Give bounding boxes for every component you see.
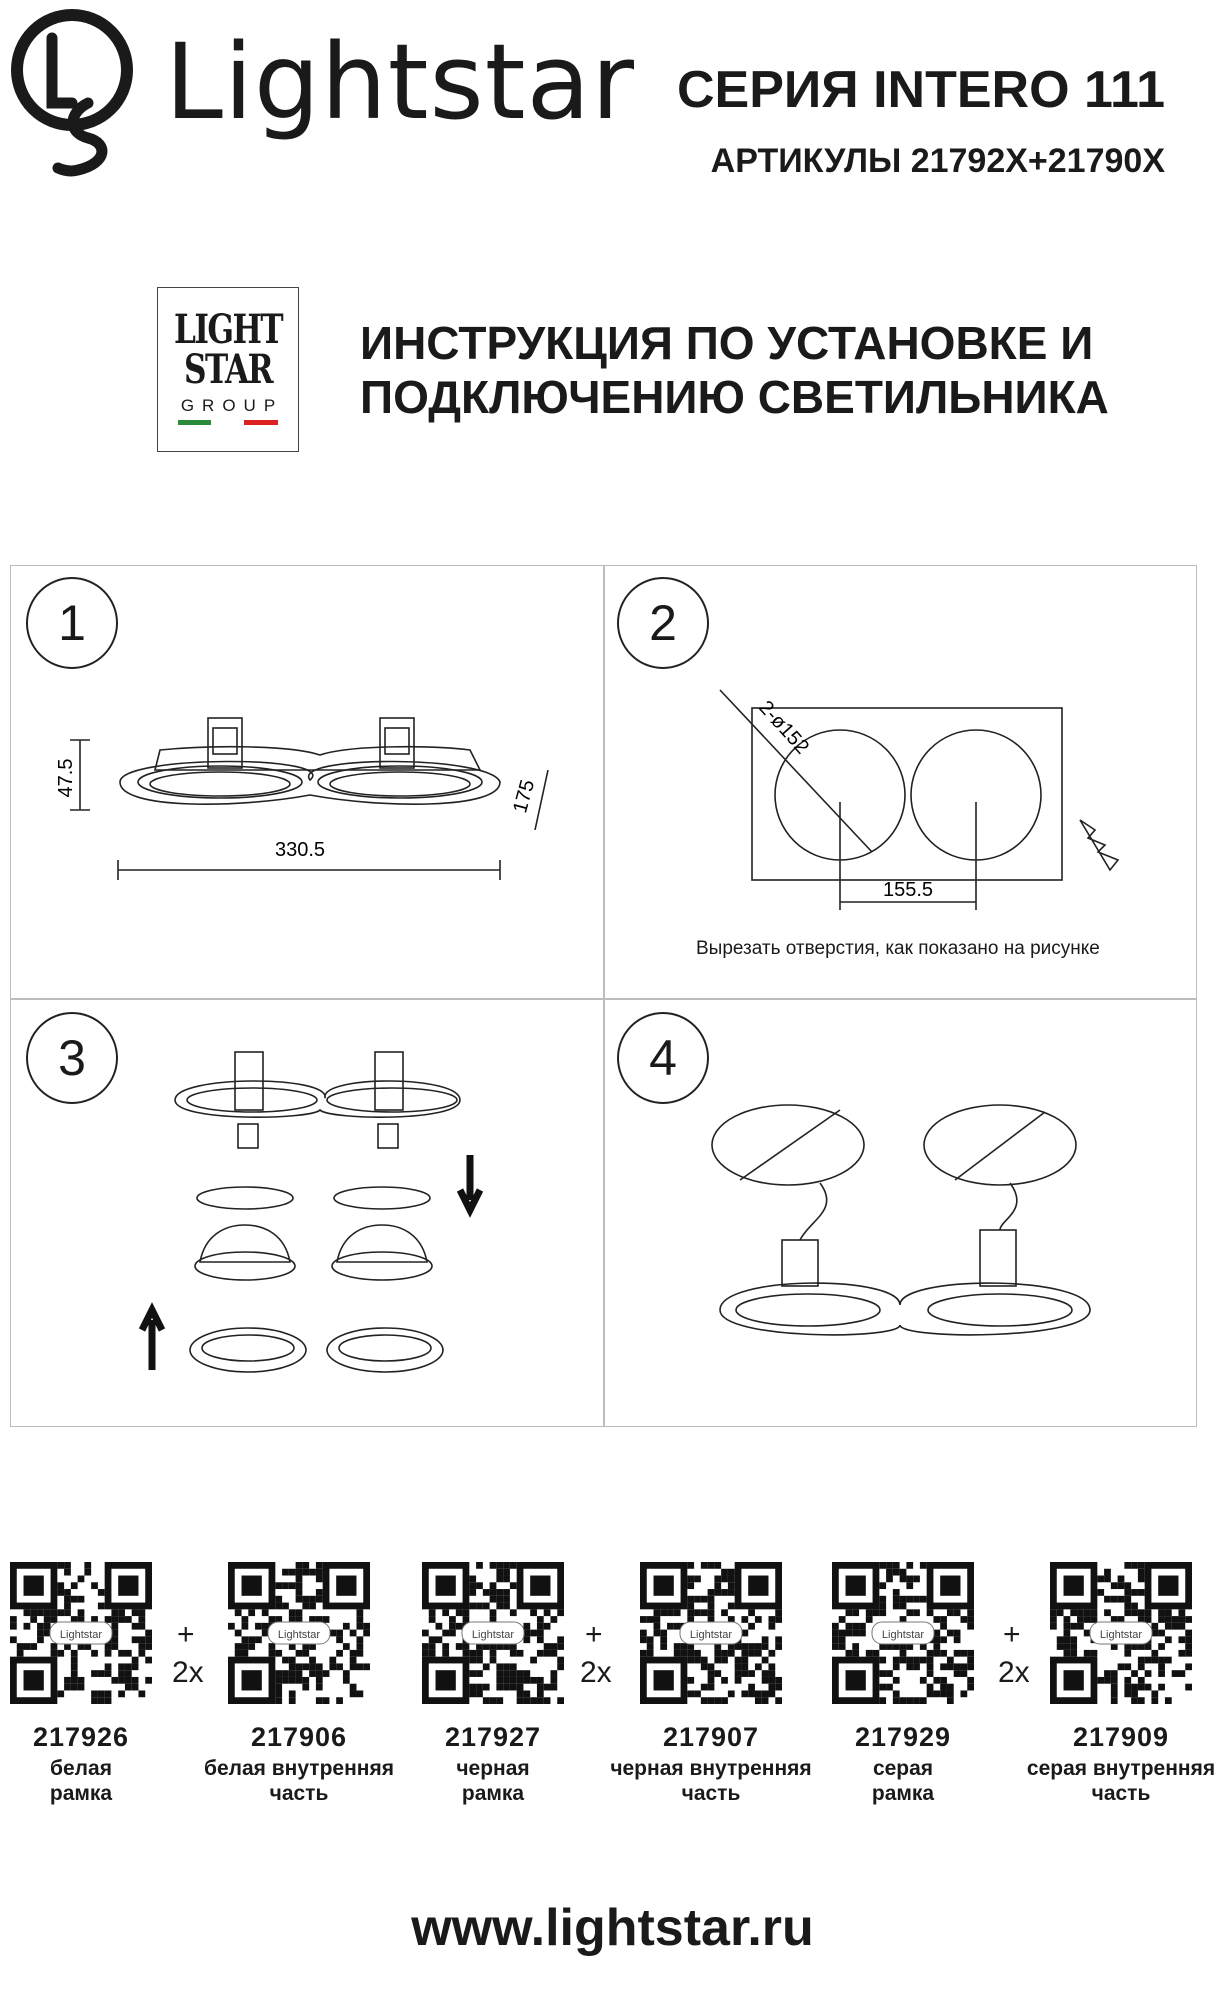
qr-code-217906[interactable] <box>228 1562 370 1704</box>
product-desc-line1: черная внутренняя <box>610 1757 812 1780</box>
product-description <box>383 1756 603 1806</box>
logo-line3: GROUP <box>180 396 284 415</box>
product-desc-line2: рамка <box>49 1782 113 1805</box>
step-4-drawing <box>700 1100 1120 1360</box>
product-desc-line2: рамка <box>871 1782 935 1805</box>
website-url[interactable]: www.lightstar.ru <box>411 1899 814 1957</box>
product-code: 217906 <box>250 1722 348 1752</box>
qr-code-217929[interactable] <box>832 1562 974 1704</box>
multiplier-label: 2x <box>172 1656 204 1689</box>
product-code: 217909 <box>1072 1722 1170 1752</box>
product-desc-line1: черная <box>456 1757 530 1780</box>
product-desc-line2: часть <box>1091 1782 1151 1805</box>
product-description <box>793 1756 1013 1806</box>
qr-logo-text: Lightstar <box>471 1629 515 1641</box>
plus-sign: + <box>177 1618 195 1651</box>
grid-divider-horizontal <box>10 998 1197 1000</box>
instruction-line2: ПОДКЛЮЧЕНИЮ СВЕТИЛЬНИКА <box>360 371 1109 423</box>
multiplier-label: 2x <box>998 1656 1030 1689</box>
step-3-number: 3 <box>26 1012 118 1104</box>
grid-divider-vertical <box>603 565 605 1427</box>
step-2-number: 2 <box>617 577 709 669</box>
multiplier-label: 2x <box>580 1656 612 1689</box>
plus-sign: + <box>585 1618 603 1651</box>
step-3-drawing <box>130 1040 510 1390</box>
dim-height: 47.5 <box>55 758 77 798</box>
product-desc-line1: серая внутренняя <box>1026 1757 1216 1780</box>
product-desc-line2: рамка <box>461 1782 525 1805</box>
product-code: 217929 <box>854 1722 952 1752</box>
qr-logo-text: Lightstar <box>277 1629 321 1641</box>
qr-code-217907[interactable] <box>640 1562 782 1704</box>
plus-sign: + <box>1003 1618 1021 1651</box>
dim-spacing: 155.5 <box>882 879 934 901</box>
qr-logo-text: Lightstar <box>689 1629 733 1641</box>
dim-depth: 175 <box>509 777 540 816</box>
qr-logo-text: Lightstar <box>1099 1629 1143 1641</box>
lightstar-bulb-icon <box>8 8 138 188</box>
instruction-title <box>360 316 1109 424</box>
product-description <box>189 1756 409 1806</box>
product-code: 217926 <box>32 1722 130 1752</box>
dim-width: 330.5 <box>274 839 326 861</box>
qr-logo-text: Lightstar <box>59 1629 103 1641</box>
product-code: 217907 <box>662 1722 760 1752</box>
qr-code-217909[interactable] <box>1050 1562 1192 1704</box>
product-description <box>1011 1756 1231 1806</box>
qr-logo-text: Lightstar <box>881 1629 925 1641</box>
articles-line: АРТИКУЛЫ 21792X+21790X <box>710 142 1165 180</box>
product-description <box>601 1756 821 1806</box>
brand-name: Lightstar <box>165 21 635 143</box>
logo-line1: LIGHT <box>173 306 283 353</box>
step-2-caption: Вырезать отверстия, как показано на рисунке <box>696 938 1100 959</box>
step-1-drawing <box>55 700 580 900</box>
product-desc-line1: белая <box>50 1757 112 1780</box>
italian-flag-stripe <box>178 420 278 425</box>
logo-line2: STAR <box>184 346 272 393</box>
product-desc-line2: часть <box>681 1782 741 1805</box>
lightstar-group-logo <box>157 287 299 452</box>
product-code: 217927 <box>444 1722 542 1752</box>
qr-code-217926[interactable] <box>10 1562 152 1704</box>
product-desc-line1: белая внутренняя <box>204 1757 394 1780</box>
qr-code-217927[interactable] <box>422 1562 564 1704</box>
instruction-line1: ИНСТРУКЦИЯ ПО УСТАНОВКЕ И <box>360 317 1094 369</box>
product-description <box>0 1756 191 1806</box>
dim-hole: 2-ø152 <box>754 696 814 759</box>
step-4-number: 4 <box>617 1012 709 1104</box>
product-desc-line1: серая <box>872 1757 934 1780</box>
product-desc-line2: часть <box>269 1782 329 1805</box>
series-title: СЕРИЯ INTERO 111 <box>676 61 1165 119</box>
step-1-number: 1 <box>26 577 118 669</box>
step-2-drawing <box>700 670 1140 930</box>
